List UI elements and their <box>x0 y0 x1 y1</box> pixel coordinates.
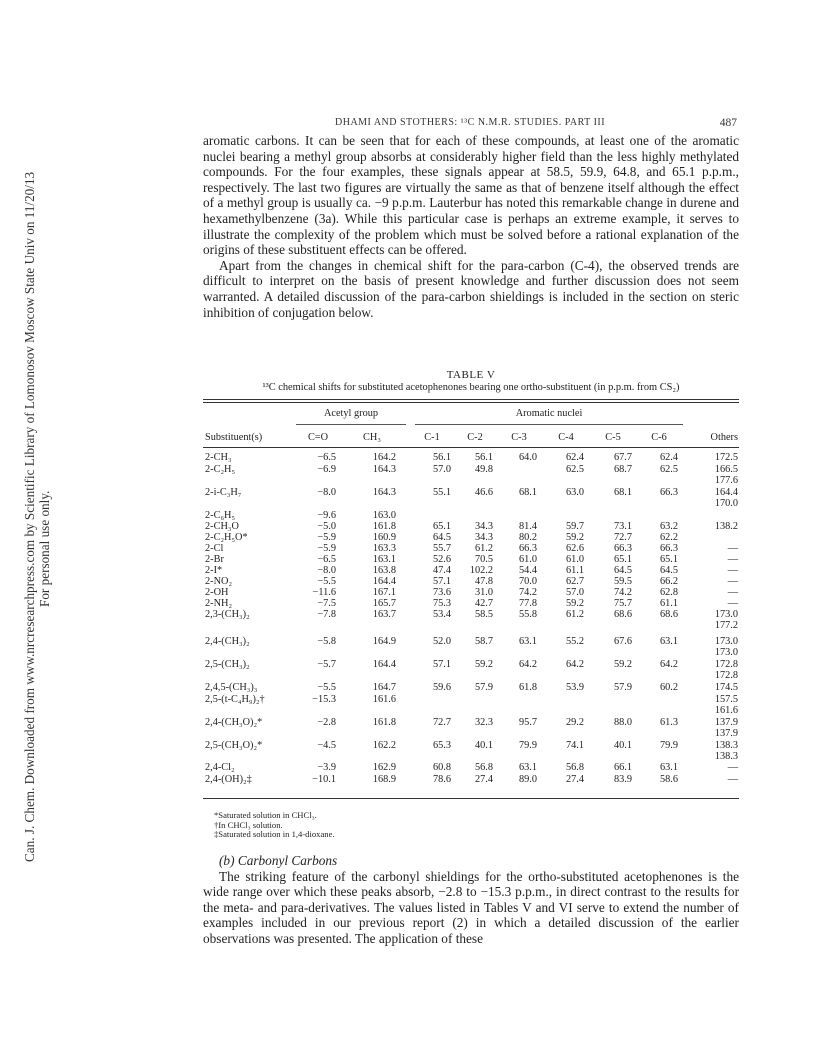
table-label: TABLE V <box>446 369 496 381</box>
footnote: †In CHCl₃ solution. <box>214 819 283 830</box>
table-cell: 70.0 <box>518 576 537 587</box>
table-cell: 78.6 <box>432 774 451 785</box>
column-header: CH₃ <box>363 432 381 443</box>
table-cell: 170.0 <box>714 498 738 510</box>
table-cell: −6.9 <box>317 464 336 475</box>
table-cell: 61.8 <box>518 682 537 693</box>
substituent-cell: 2-I* <box>205 565 223 576</box>
substituent-cell: 2,3-(CH₃)₂ <box>205 609 250 620</box>
table-cell: −5.8 <box>317 636 336 647</box>
table-cell: 177.2 <box>714 620 738 632</box>
table-cell: 62.5 <box>565 464 584 475</box>
table-cell: −8.0 <box>317 565 336 576</box>
table-cell: 59.7 <box>565 521 584 532</box>
table-cell: 49.8 <box>474 464 493 475</box>
download-notice-line1: Can. J. Chem. Downloaded from www.nrcresearchpress.com by Scientific Library of Lomonosov Moscow State Univ on 11/20/13 <box>22 171 37 862</box>
table-cell: −9.6 <box>317 510 336 521</box>
table-cell: 63.1 <box>518 762 537 773</box>
table-cell: −7.5 <box>317 598 336 609</box>
table-cell: 61.3 <box>659 717 678 728</box>
table-cell: 173.0 <box>714 609 738 620</box>
table-cell: 168.9 <box>372 774 396 785</box>
table-cell: 95.7 <box>518 717 537 728</box>
table-cell: 61.1 <box>659 598 678 609</box>
table-cell: 89.0 <box>518 774 537 785</box>
table-cell: 55.2 <box>565 636 584 647</box>
substituent-cell: 2,5-(CH₃O)₂* <box>205 740 263 751</box>
table-cell: 68.6 <box>613 609 632 620</box>
table-cell: −10.1 <box>312 774 336 785</box>
table-cell: 67.6 <box>613 636 632 647</box>
table-cell: 163.1 <box>372 554 396 565</box>
table-cell: 63.1 <box>659 762 678 773</box>
substituent-cell: 2-Cl <box>205 543 224 554</box>
table-cell: 161.8 <box>372 717 396 728</box>
table-cell: −4.5 <box>317 740 336 751</box>
table-cell: 65.1 <box>432 521 451 532</box>
table-cell: 164.4 <box>372 576 396 587</box>
table-cell: 161.6 <box>372 694 396 705</box>
table-cell: 63.0 <box>565 487 584 498</box>
table-cell: −5.5 <box>317 682 336 693</box>
table-cell: 56.1 <box>474 452 493 463</box>
table-cell: 55.7 <box>432 543 451 554</box>
table-cell: 67.7 <box>613 452 632 463</box>
download-notice <box>22 42 52 862</box>
table-cell: 53.9 <box>565 682 584 693</box>
table-cell: 173.0 <box>714 636 738 647</box>
table-cell: — <box>727 598 738 609</box>
table-cell: 172.8 <box>714 659 738 670</box>
table-cell: 163.3 <box>372 543 396 554</box>
body-text-top <box>203 133 739 320</box>
table-header-rule <box>203 447 739 448</box>
table-cell: 58.6 <box>659 774 678 785</box>
table-cell: 66.2 <box>659 576 678 587</box>
table-cell: 138.3 <box>714 740 738 751</box>
table-cell: 72.7 <box>432 717 451 728</box>
table-cell: 56.1 <box>432 452 451 463</box>
table-cell: 163.8 <box>372 565 396 576</box>
table-cell: −8.0 <box>317 487 336 498</box>
table-cell: −15.3 <box>312 694 336 705</box>
table-cell: 57.0 <box>432 464 451 475</box>
table-bottom-rule <box>203 798 739 799</box>
table-footnotes <box>214 811 335 840</box>
table-cell: −5.9 <box>317 532 336 543</box>
substituent-cell: 2-C₆H₅ <box>205 510 236 521</box>
table-cell: 62.8 <box>659 587 678 598</box>
table-cell: 52.0 <box>432 636 451 647</box>
table-cell: 72.7 <box>613 532 632 543</box>
substituent-cell: 2,4-Cl₂ <box>205 762 235 773</box>
table-cell: 162.2 <box>372 740 396 751</box>
table-cell: 161.8 <box>372 521 396 532</box>
table-cell: 59.6 <box>432 682 451 693</box>
table-cell: 172.5 <box>714 452 738 463</box>
table-cell: 57.1 <box>432 659 451 670</box>
table-cell: 64.2 <box>518 659 537 670</box>
table-cell: 165.7 <box>372 598 396 609</box>
column-header: Others <box>710 432 738 443</box>
table-cell: 66.3 <box>659 543 678 554</box>
table-cell: 137.9 <box>714 717 738 728</box>
table-cell: 65.1 <box>613 554 632 565</box>
table-cell: 62.6 <box>565 543 584 554</box>
table-cell: 40.1 <box>613 740 632 751</box>
table-cell: 74.1 <box>565 740 584 751</box>
group-header-aromatic: Aromatic nuclei <box>515 408 583 419</box>
table-cell: 57.9 <box>474 682 493 693</box>
table-cell: 64.2 <box>659 659 678 670</box>
table-cell: — <box>727 774 738 785</box>
substituent-cell: 2-NH₂ <box>205 598 233 609</box>
substituent-cell: 2-NO₂ <box>205 576 233 587</box>
table-cell: 70.5 <box>474 554 493 565</box>
table-cell: 57.9 <box>613 682 632 693</box>
table-cell: 163.0 <box>372 510 396 521</box>
table-caption: ¹³C chemical shifts for substituted acetophenones bearing one ortho-substituent (in p.p.m. from CS₂) <box>262 382 680 393</box>
table-cell: 63.2 <box>659 521 678 532</box>
table-cell: 63.1 <box>518 636 537 647</box>
group-rule-aromatic <box>415 424 683 425</box>
substituent-cell: 2,4-(CH₃)₂ <box>205 636 250 647</box>
table-cell: 59.2 <box>565 532 584 543</box>
footnote: *Saturated solution in CHCl₃. <box>214 810 317 820</box>
table-cell: — <box>727 587 738 598</box>
table-cell: 166.5 <box>714 464 738 475</box>
body-text-bottom <box>203 853 739 947</box>
table-cell: 62.7 <box>565 576 584 587</box>
table-cell: 164.9 <box>372 636 396 647</box>
substituent-cell: 2-C₂H₅ <box>205 464 236 475</box>
substituent-cell: 2-OH <box>205 587 229 598</box>
running-head: DHAMI AND STOTHERS: ¹³C N.M.R. STUDIES. PART III <box>335 117 606 128</box>
table-cell: 57.1 <box>432 576 451 587</box>
table-cell: 79.9 <box>518 740 537 751</box>
table-cell: 73.6 <box>432 587 451 598</box>
table-cell: 47.8 <box>474 576 493 587</box>
table-cell: −3.9 <box>317 762 336 773</box>
substituent-cell: 2,5-(CH₃)₂ <box>205 659 250 670</box>
table-cell: 66.3 <box>659 487 678 498</box>
table-cell: 34.3 <box>474 532 493 543</box>
table-cell: 137.9 <box>714 728 738 740</box>
table-cell: 68.6 <box>659 609 678 620</box>
table-cell: 63.1 <box>659 636 678 647</box>
table-cell: −5.5 <box>317 576 336 587</box>
table-cell: 59.2 <box>613 659 632 670</box>
table-cell: — <box>727 565 738 576</box>
column-header: Substituent(s) <box>205 432 263 443</box>
table-cell: 164.2 <box>372 452 396 463</box>
table-cell: 74.2 <box>613 587 632 598</box>
table-top-rule <box>203 399 739 400</box>
table-cell: 59.2 <box>474 659 493 670</box>
table-cell: 73.1 <box>613 521 632 532</box>
table-cell: — <box>727 543 738 554</box>
table-cell: 64.5 <box>659 565 678 576</box>
paragraph-1: aromatic carbons. It can be seen that for each of these compounds, at least one of the aromatic nuclei bearing a methyl group absorbs at considerably higher field than the less highly methylated compounds. For the four examples, these signals appear at 58.5, 59.9, 64.8, and 65.1 p.p.m., respectively. The last two figures are virtually the same as that of benzene itself although the effect of a methyl group is usually ca. −9 p.p.m. Lauterbur has noted this remarkable change in durene and hexamethylbenzene (3a). While this particular case is perhaps an extreme example, it serves to illustrate the complexity of the problem which must be solved before a rational explanation of the origins of these substituent effects can be offered. <box>203 133 739 258</box>
table-cell: 74.2 <box>518 587 537 598</box>
substituent-cell: 2-Br <box>205 554 224 565</box>
table-cell: 53.4 <box>432 609 451 620</box>
substituent-cell: 2,5-(t-C₄H₉)₂† <box>205 694 265 705</box>
table-cell: 80.2 <box>518 532 537 543</box>
table-cell: 65.3 <box>432 740 451 751</box>
table-cell: 57.0 <box>565 587 584 598</box>
column-header: C-2 <box>467 432 483 443</box>
table-cell: 64.5 <box>613 565 632 576</box>
substituent-cell: 2-CH₃O <box>205 521 239 532</box>
column-header: C-6 <box>651 432 667 443</box>
table-cell: 138.2 <box>714 521 738 532</box>
table-cell: 66.1 <box>613 762 632 773</box>
table-cell: 52.6 <box>432 554 451 565</box>
table-cell: 102.2 <box>469 565 493 576</box>
table-cell: 59.5 <box>613 576 632 587</box>
table-cell: 42.7 <box>474 598 493 609</box>
table-cell: 162.9 <box>372 762 396 773</box>
table-cell: 160.9 <box>372 532 396 543</box>
table-cell: 46.6 <box>474 487 493 498</box>
page-number: 487 <box>719 117 737 129</box>
table-cell: 68.1 <box>613 487 632 498</box>
table-cell: 75.3 <box>432 598 451 609</box>
column-header: C-3 <box>511 432 527 443</box>
table-cell: 56.8 <box>474 762 493 773</box>
table-cell: 27.4 <box>565 774 584 785</box>
table-cell: 164.7 <box>372 682 396 693</box>
table-cell: 167.1 <box>372 587 396 598</box>
table-cell: 55.8 <box>518 609 537 620</box>
table-cell: −7.8 <box>317 609 336 620</box>
table-cell: 164.3 <box>372 464 396 475</box>
group-rule-acetyl <box>296 424 406 425</box>
table-cell: 60.8 <box>432 762 451 773</box>
section-heading: (b) Carbonyl Carbons <box>219 853 338 868</box>
table-cell: 47.4 <box>432 565 451 576</box>
table-cell: −6.5 <box>317 554 336 565</box>
table-cell: 58.7 <box>474 636 493 647</box>
table-cell: 177.6 <box>714 475 738 487</box>
column-header: C=O <box>307 432 329 443</box>
table-cell: 161.6 <box>714 705 738 717</box>
table-cell: 83.9 <box>613 774 632 785</box>
table-cell: 138.3 <box>714 751 738 763</box>
table-cell: — <box>727 576 738 587</box>
substituent-cell: 2,4-(CH₃O)₂* <box>205 717 263 728</box>
table-cell: −11.6 <box>312 587 336 598</box>
footnote: ‡Saturated solution in 1,4-dioxane. <box>214 829 335 840</box>
table-cell: — <box>727 762 738 773</box>
table-cell: 32.3 <box>474 717 493 728</box>
substituent-cell: 2-i-C₃H₇ <box>205 487 242 498</box>
download-notice-line2: For personal use only. <box>37 490 52 607</box>
table-cell: 31.0 <box>474 587 493 598</box>
table-cell: 172.8 <box>714 670 738 682</box>
table-cell: 66.3 <box>518 543 537 554</box>
table-cell: 64.2 <box>565 659 584 670</box>
table-cell: 27.4 <box>474 774 493 785</box>
table-cell: — <box>727 554 738 565</box>
table-cell: 62.4 <box>659 452 678 463</box>
column-header: C-4 <box>558 432 574 443</box>
table-cell: 64.0 <box>518 452 537 463</box>
table-cell: 164.4 <box>714 487 738 498</box>
table-cell: 173.0 <box>714 647 738 659</box>
substituent-cell: 2,4,5-(CH₃)₃ <box>205 682 258 693</box>
table-cell: 29.2 <box>565 717 584 728</box>
table-cell: 164.4 <box>372 659 396 670</box>
substituent-cell: 2-CH₃ <box>205 452 232 463</box>
table-cell: 59.2 <box>565 598 584 609</box>
paragraph-3: The striking feature of the carbonyl shieldings for the ortho-substituted acetophenones is the wide range over which these peaks absorb, −2.8 to −15.3 p.p.m., in direct contrast to the results for the meta- and para-derivatives. The values listed in Tables V and VI serve to extend the number of examples included in our previous report (2) in which a detailed discussion of the earlier observations was presented. The application of these <box>203 868 739 946</box>
table-cell: 34.3 <box>474 521 493 532</box>
table-cell: 58.5 <box>474 609 493 620</box>
table-cell: 54.4 <box>518 565 537 576</box>
table-cell: −2.8 <box>317 717 336 728</box>
table-cell: 64.5 <box>432 532 451 543</box>
table-cell: 62.2 <box>659 532 678 543</box>
table-cell: 61.0 <box>565 554 584 565</box>
table-cell: 75.7 <box>613 598 632 609</box>
table-cell: −6.5 <box>317 452 336 463</box>
group-header-acetyl: Acetyl group <box>323 408 379 419</box>
table-cell: 62.5 <box>659 464 678 475</box>
table-cell: 79.9 <box>659 740 678 751</box>
substituent-cell: 2,4-(OH)₂‡ <box>205 774 252 785</box>
table-cell: 60.2 <box>659 682 678 693</box>
table-cell: 61.0 <box>518 554 537 565</box>
table-cell: 61.2 <box>474 543 493 554</box>
substituent-cell: 2-C₂H₅O* <box>205 532 248 543</box>
table-cell: −5.9 <box>317 543 336 554</box>
table-cell: 81.4 <box>518 521 537 532</box>
table-cell: 66.3 <box>613 543 632 554</box>
table-cell: −5.0 <box>317 521 336 532</box>
table-cell: 77.8 <box>518 598 537 609</box>
table-cell: −5.7 <box>317 659 336 670</box>
table-cell: 55.1 <box>432 487 451 498</box>
paragraph-2: Apart from the changes in chemical shift for the para-carbon (C-4), the observed trends are difficult to interpret on the basis of present knowledge and further discussion does not seem warranted. A detailed discussion of the para-carbon shieldings is included in the section on steric inhibition of conjugation below. <box>203 257 739 320</box>
table-cell: 68.1 <box>518 487 537 498</box>
download-watermark <box>0 0 52 1053</box>
table-cell: 157.5 <box>714 694 738 705</box>
table-cell: 56.8 <box>565 762 584 773</box>
table-cell: 62.4 <box>565 452 584 463</box>
column-header: C-1 <box>424 432 440 443</box>
table-cell: 61.2 <box>565 609 584 620</box>
table-top-rule-2 <box>203 402 739 403</box>
table-cell: 61.1 <box>565 565 584 576</box>
column-header: C-5 <box>605 432 621 443</box>
table-cell: 164.3 <box>372 487 396 498</box>
table-cell: 88.0 <box>613 717 632 728</box>
table-cell: 174.5 <box>714 682 738 693</box>
table-cell: 40.1 <box>474 740 493 751</box>
table-cell: 65.1 <box>659 554 678 565</box>
table-cell: 163.7 <box>372 609 396 620</box>
table-cell: 68.7 <box>613 464 632 475</box>
